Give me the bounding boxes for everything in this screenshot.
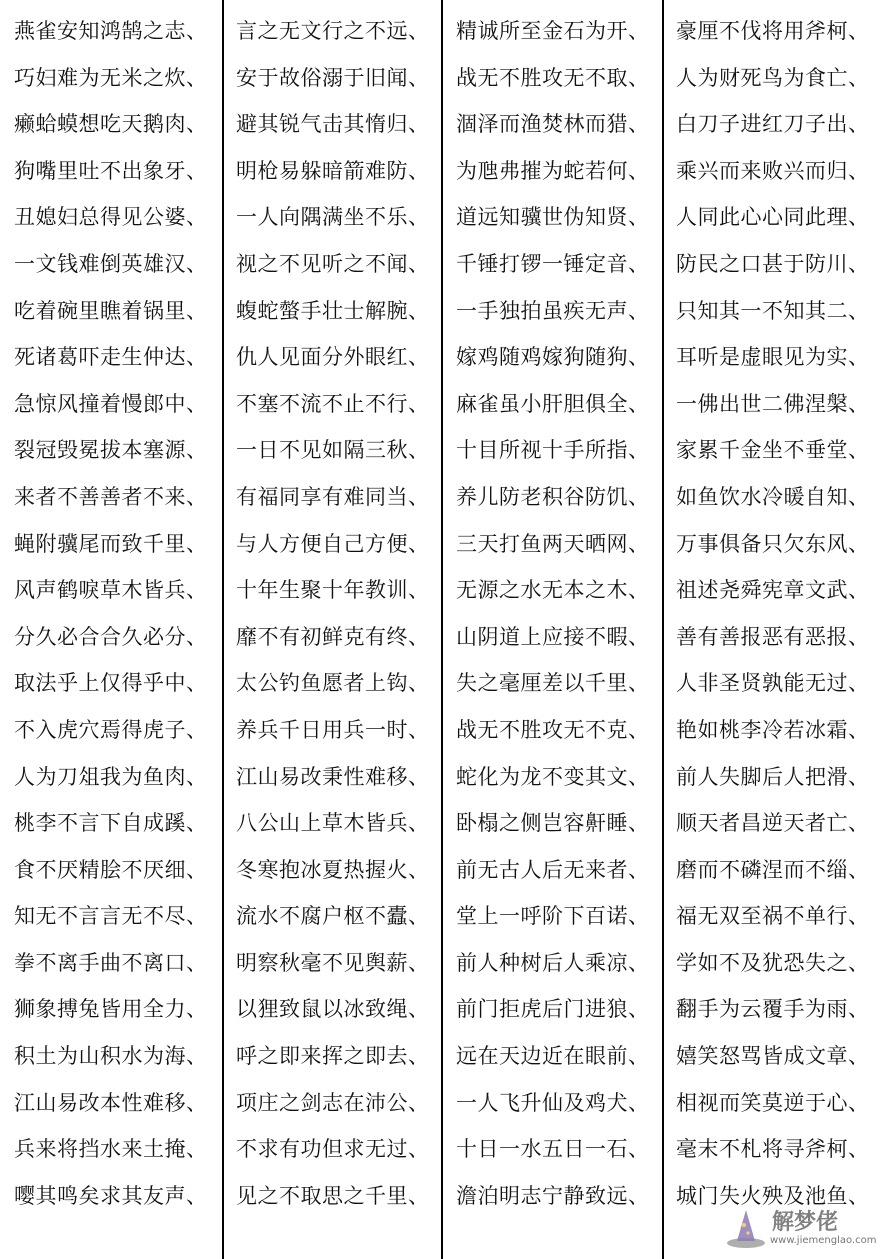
idiom-line: 死诸葛吓走生仲达、 — [14, 345, 208, 370]
idiom-line: 风声鹤唳草木皆兵、 — [14, 578, 208, 603]
idiom-line: 战无不胜攻无不取、 — [456, 65, 650, 90]
idiom-line: 丑媳妇总得见公婆、 — [14, 205, 208, 230]
idiom-line: 项庄之剑志在沛公、 — [236, 1090, 430, 1115]
idiom-line: 一佛出世二佛涅槃、 — [676, 391, 870, 416]
idiom-line: 善有善报恶有恶报、 — [676, 624, 870, 649]
idiom-line: 无源之水无本之木、 — [456, 578, 650, 603]
idiom-line: 前人失脚后人把滑、 — [676, 764, 870, 789]
idiom-line: 磨而不磷涅而不缁、 — [676, 857, 870, 882]
idiom-line: 战无不胜攻无不克、 — [456, 717, 650, 742]
idiom-line: 桃李不言下自成蹊、 — [14, 811, 208, 836]
idiom-line: 豪厘不伐将用斧柯、 — [676, 19, 870, 43]
idiom-line: 急惊风撞着慢郎中、 — [14, 391, 208, 416]
idiom-line: 蝮蛇螫手壮士解腕、 — [236, 298, 430, 323]
idiom-line: 避其锐气击其惰归、 — [236, 112, 430, 137]
idiom-line: 一人向隅满坐不乐、 — [236, 205, 430, 230]
idiom-line: 与人方便自己方便、 — [236, 531, 430, 556]
idiom-line: 艳如桃李冷若冰霜、 — [676, 717, 870, 742]
idiom-line: 千锤打锣一锤定音、 — [456, 251, 650, 276]
idiom-line: 养儿防老积谷防饥、 — [456, 484, 650, 509]
idiom-line: 分久必合合久必分、 — [14, 624, 208, 649]
idiom-line: 白刀子进红刀子出、 — [676, 112, 870, 137]
idiom-line: 山阴道上应接不暇、 — [456, 624, 650, 649]
idiom-line: 知无不言言无不尽、 — [14, 904, 208, 929]
idiom-line: 不入虎穴焉得虎子、 — [14, 717, 208, 742]
idiom-line: 兵来将挡水来土掩、 — [14, 1137, 208, 1162]
idiom-line: 呼之即来挥之即去、 — [236, 1044, 430, 1069]
idiom-line: 前无古人后无来者、 — [456, 857, 650, 882]
idiom-line: 麻雀虽小肝胆俱全、 — [456, 391, 650, 416]
idiom-line: 以狸致鼠以冰致绳、 — [236, 997, 430, 1022]
idiom-line: 涸泽而渔焚林而猎、 — [456, 112, 650, 137]
idiom-line: 有福同享有难同当、 — [236, 484, 430, 509]
idiom-line: 裂冠毁冕拔本塞源、 — [14, 438, 208, 463]
idiom-line: 癞蛤蟆想吃天鹅肉、 — [14, 112, 208, 137]
wizard-hat-logo-icon — [724, 1207, 768, 1251]
idiom-line: 明枪易躲暗箭难防、 — [236, 158, 430, 183]
idiom-line: 人为刀俎我为鱼肉、 — [14, 764, 208, 789]
idiom-line: 防民之口甚于防川、 — [676, 251, 870, 276]
idiom-line: 仇人见面分外眼红、 — [236, 345, 430, 370]
watermark-url: www.jiemenglao.com — [770, 1235, 877, 1246]
idiom-line: 祖述尧舜宪章文武、 — [676, 578, 870, 603]
idiom-line: 万事俱备只欠东风、 — [676, 531, 870, 556]
idiom-line: 道远知骥世伪知贤、 — [456, 205, 650, 230]
idiom-line: 十日一水五日一石、 — [456, 1137, 650, 1162]
idiom-line: 吃着碗里瞧着锅里、 — [14, 298, 208, 323]
idiom-line: 一文钱难倒英雄汉、 — [14, 251, 208, 276]
idiom-line: 不塞不流不止不行、 — [236, 391, 430, 416]
idiom-line: 来者不善善者不来、 — [14, 484, 208, 509]
idiom-line: 相视而笑莫逆于心、 — [676, 1090, 870, 1115]
idiom-line: 嘤其鸣矣求其友声、 — [14, 1183, 208, 1208]
idiom-line: 人为财死鸟为食亡、 — [676, 65, 870, 90]
idiom-line: 流水不腐户枢不蠹、 — [236, 904, 430, 929]
idiom-line: 取法乎上仅得乎中、 — [14, 671, 208, 696]
idiom-line: 冬寒抱冰夏热握火、 — [236, 857, 430, 882]
idiom-line: 耳听是虚眼见为实、 — [676, 345, 870, 370]
idiom-line: 蝇附骥尾而致千里、 — [14, 531, 208, 556]
idiom-line: 一日不见如隔三秋、 — [236, 438, 430, 463]
idiom-line: 积土为山积水为海、 — [14, 1044, 208, 1069]
watermark-text: 解梦佬 — [772, 1210, 839, 1235]
idiom-line: 一人飞升仙及鸡犬、 — [456, 1090, 650, 1115]
idiom-line: 三天打鱼两天晒网、 — [456, 531, 650, 556]
column-4 — [662, 0, 886, 1259]
idiom-line: 远在天边近在眼前、 — [456, 1044, 650, 1069]
idiom-line: 不求有功但求无过、 — [236, 1137, 430, 1162]
column-3 — [441, 0, 662, 1259]
idiom-line: 拳不离手曲不离口、 — [14, 950, 208, 975]
idiom-line: 狮象搏兔皆用全力、 — [14, 997, 208, 1022]
idiom-line: 安于故俗溺于旧闻、 — [236, 65, 430, 90]
idiom-line: 燕雀安知鸿鹄之志、 — [14, 19, 208, 43]
idiom-line: 视之不见听之不闻、 — [236, 251, 430, 276]
site-watermark — [724, 1203, 877, 1255]
idiom-line: 太公钓鱼愿者上钩、 — [236, 671, 430, 696]
idiom-line: 学如不及犹恐失之、 — [676, 950, 870, 975]
idiom-line: 养兵千日用兵一时、 — [236, 717, 430, 742]
idiom-line: 明察秋毫不见舆薪、 — [236, 950, 430, 975]
idiom-line: 一手独拍虽疾无声、 — [456, 298, 650, 323]
idiom-line: 福无双至祸不单行、 — [676, 904, 870, 929]
idiom-line: 前人种树后人乘凉、 — [456, 950, 650, 975]
column-1 — [0, 0, 222, 1259]
idiom-line: 八公山上草木皆兵、 — [236, 811, 430, 836]
idiom-line: 嫁鸡随鸡嫁狗随狗、 — [456, 345, 650, 370]
idiom-line: 精诚所至金石为开、 — [456, 19, 650, 43]
idiom-line: 江山易改秉性难移、 — [236, 764, 430, 789]
idiom-line: 卧榻之侧岂容鼾睡、 — [456, 811, 650, 836]
idiom-line: 十目所视十手所指、 — [456, 438, 650, 463]
idiom-line: 乘兴而来败兴而归、 — [676, 158, 870, 183]
idiom-line: 巧妇难为无米之炊、 — [14, 65, 208, 90]
idiom-line: 言之无文行之不远、 — [236, 19, 430, 43]
idiom-line: 家累千金坐不垂堂、 — [676, 438, 870, 463]
idiom-line: 只知其一不知其二、 — [676, 298, 870, 323]
idiom-line: 顺天者昌逆天者亡、 — [676, 811, 870, 836]
idiom-line: 失之毫厘差以千里、 — [456, 671, 650, 696]
idiom-line: 食不厌精脍不厌细、 — [14, 857, 208, 882]
idiom-line: 靡不有初鲜克有终、 — [236, 624, 430, 649]
idiom-line: 如鱼饮水冷暖自知、 — [676, 484, 870, 509]
idiom-line: 江山易改本性难移、 — [14, 1090, 208, 1115]
idiom-line: 人同此心心同此理、 — [676, 205, 870, 230]
idiom-line: 翻手为云覆手为雨、 — [676, 997, 870, 1022]
idiom-line: 堂上一呼阶下百诺、 — [456, 904, 650, 929]
idiom-line: 嬉笑怒骂皆成文章、 — [676, 1044, 870, 1069]
idiom-line: 城门失火殃及池鱼、 — [676, 1183, 870, 1208]
idiom-line: 前门拒虎后门进狼、 — [456, 997, 650, 1022]
idiom-line: 蛇化为龙不变其文、 — [456, 764, 650, 789]
idiom-line: 人非圣贤孰能无过、 — [676, 671, 870, 696]
idiom-line: 毫末不札将寻斧柯、 — [676, 1137, 870, 1162]
column-2 — [222, 0, 441, 1259]
idiom-line: 狗嘴里吐不出象牙、 — [14, 158, 208, 183]
idiom-line: 澹泊明志宁静致远、 — [456, 1183, 650, 1208]
idiom-line: 为虺弗摧为蛇若何、 — [456, 158, 650, 183]
idiom-line: 十年生聚十年教训、 — [236, 578, 430, 603]
idiom-line: 见之不取思之千里、 — [236, 1183, 430, 1208]
